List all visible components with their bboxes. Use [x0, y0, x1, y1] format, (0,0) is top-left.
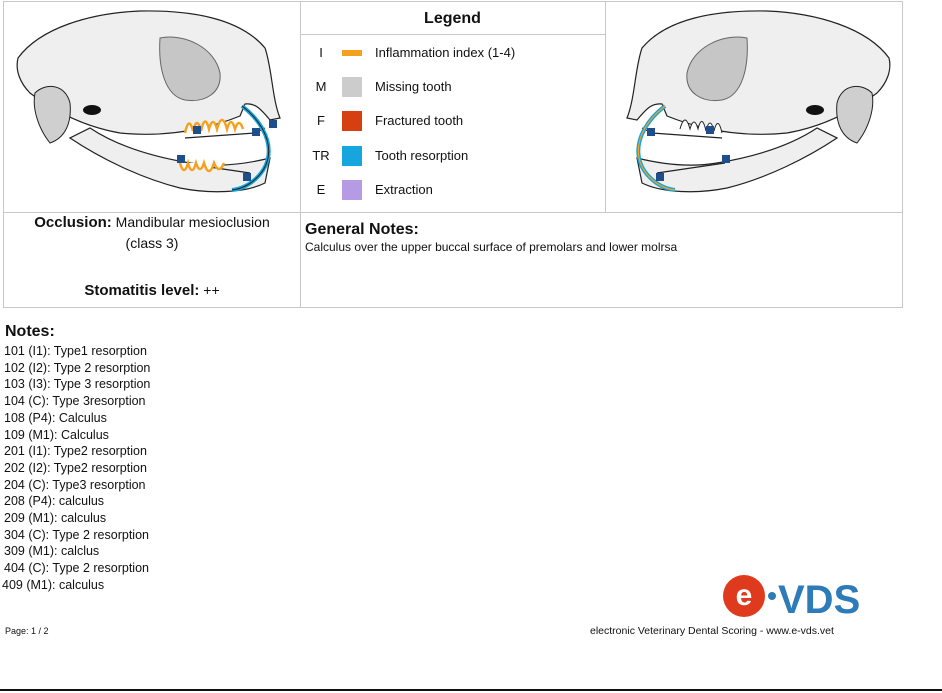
- note-item: 108 (P4): Calculus: [4, 410, 107, 425]
- occlusion-class: (class 3): [125, 235, 179, 251]
- notes-list: [4, 343, 150, 594]
- skull-diagram-right: [10, 8, 295, 206]
- note-item: 104 (C): Type 3resorption: [4, 394, 146, 409]
- legend-item: [300, 173, 605, 207]
- legend-item: [300, 36, 605, 70]
- legend-label: Tooth resorption: [375, 147, 469, 163]
- note-item: 204 (C): Type3 resorption: [4, 477, 146, 492]
- legend-swatch: [342, 77, 362, 97]
- note-item: 109 (M1): Calculus: [4, 427, 109, 442]
- note-item: 304 (C): Type 2 resorption: [4, 527, 149, 542]
- page-number: Page: 1 / 2: [5, 626, 49, 636]
- note-item: 201 (I1): Type2 resorption: [4, 444, 147, 459]
- note-item: 209 (M1): calculus: [4, 511, 107, 526]
- legend-code: I: [319, 45, 323, 60]
- general-notes-title: General Notes:: [305, 221, 419, 238]
- stomatitis-block: [4, 282, 300, 299]
- logo-vds: VDS: [778, 578, 861, 622]
- note-item: 202 (I2): Type2 resorption: [4, 460, 147, 475]
- legend-item: [300, 104, 605, 138]
- legend-swatch: [342, 146, 362, 166]
- legend-title: Legend: [300, 2, 605, 35]
- bottom-rule: [0, 689, 942, 691]
- note-item: 208 (P4): calculus: [4, 494, 105, 509]
- stomatitis-label: Stomatitis level:: [84, 282, 200, 299]
- occlusion-value: Mandibular mesioclusion: [115, 214, 270, 230]
- legend-code: E: [316, 181, 326, 197]
- evds-logo: [722, 572, 862, 622]
- skull-diagram-left: [612, 8, 897, 206]
- footer-site: electronic Veterinary Dental Scoring - www.e-vds.vet: [590, 625, 834, 637]
- general-notes-text: Calculus over the upper buccal surface of premolars and lower molrsa: [305, 240, 678, 254]
- note-item: 309 (M1): calclus: [4, 544, 100, 559]
- note-item: 101 (I1): Type1 resorption: [4, 344, 147, 358]
- legend-label: Inflammation index (1-4): [375, 45, 516, 60]
- stomatitis-value: ++: [203, 282, 220, 298]
- logo-e: e: [735, 579, 753, 612]
- legend-swatch: [342, 111, 362, 131]
- occlusion-block: [4, 212, 300, 253]
- legend-label: Missing tooth: [375, 79, 452, 95]
- occlusion-label: Occlusion:: [34, 214, 112, 231]
- legend-swatch: [342, 180, 362, 200]
- legend-code: F: [317, 113, 325, 129]
- note-item: 102 (I2): Type 2 resorption: [4, 360, 151, 375]
- note-item: 409 (M1): calculus: [2, 577, 105, 592]
- legend-item: [300, 139, 605, 173]
- note-item: 404 (C): Type 2 resorption: [4, 561, 149, 576]
- note-item: 103 (I3): Type 3 resorption: [4, 377, 151, 392]
- legend-code: TR: [312, 147, 330, 163]
- legend-label: Fractured tooth: [375, 113, 464, 129]
- legend-code: M: [315, 79, 327, 95]
- legend-swatch: [342, 50, 362, 56]
- legend-label: Extraction: [375, 181, 433, 197]
- legend-item: [300, 70, 605, 104]
- notes-title: Notes:: [5, 323, 55, 340]
